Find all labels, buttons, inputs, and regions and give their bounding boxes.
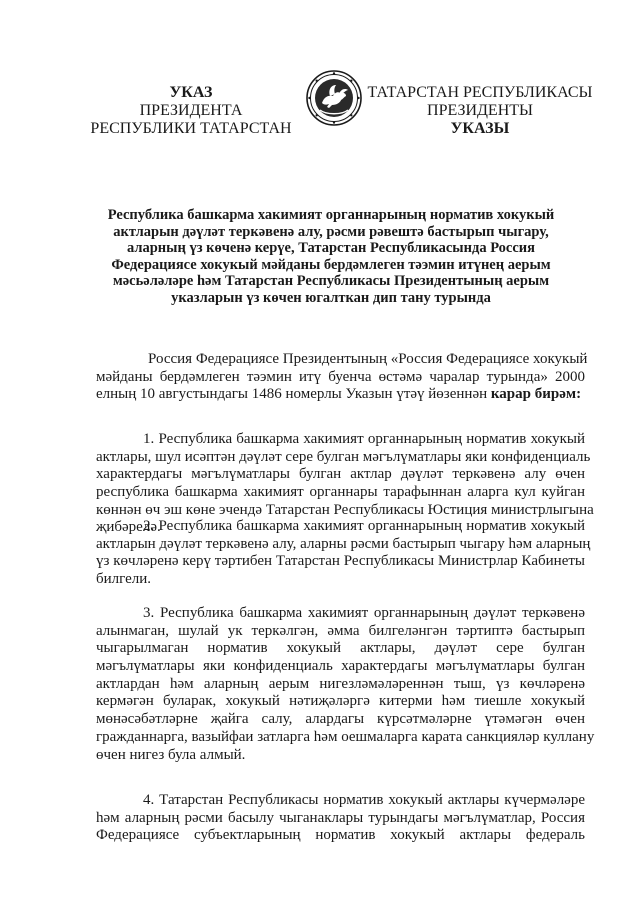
paragraph-4 bbox=[96, 792, 585, 845]
paragraph-line: көннән өч эш көне эчендә Татарстан Республикасы Юстиция министрлыгына bbox=[96, 501, 594, 518]
paragraph-line: 4. Татарстан Республикасы норматив хокукый актлары күчермәләре bbox=[143, 792, 585, 808]
paragraph-line: алынмаган, шулай ук теркәлгән, әмма билгеләнгән тәртиптә бастырып bbox=[96, 622, 585, 639]
tatarstan-emblem-icon bbox=[306, 70, 362, 126]
paragraph-line: һәм аларның рәсми басылу чыганаклары турындагы мәгълүматлар, Россия bbox=[96, 809, 585, 826]
title-line: актларын дәүләт теркәвенә алу, рәсми рәвештә бастырып чыгару, bbox=[113, 223, 549, 240]
paragraph-line: характердагы мәгълүматлары булган актлар дәүләт теркәвенә алу өчен bbox=[96, 466, 585, 483]
title-line: мәсьәләләре һәм Татарстан Республикасы Президентының аерым bbox=[112, 273, 550, 289]
paragraph-line: 1. Республика башкарма хакимият органнарының норматив хокукый bbox=[143, 431, 585, 447]
paragraph-line: актлардан һәм аларның аерым нигезләмәләреннән тыш, үз көчләренә bbox=[96, 675, 585, 692]
header-right-line-2: ПРЕЗИДЕНТЫ bbox=[427, 102, 533, 119]
document-title bbox=[96, 207, 566, 306]
title-line: указларын үз көчен югалткан дип тану турында bbox=[171, 289, 491, 306]
paragraph-line: кермәгән буларак, хокукый нәтиҗәләргә китерми һәм тиешле хокукый bbox=[96, 693, 585, 710]
paragraph-line: билгели. bbox=[96, 571, 152, 588]
title-line: Республика башкарма хакимият органнарының норматив хокукый bbox=[107, 207, 555, 223]
paragraph-line: 2. Республика башкарма хакимият органнарының норматив хокукый bbox=[143, 518, 585, 534]
header-right bbox=[362, 84, 598, 138]
paragraph-line: 3. Республика башкарма хакимият органнарының дәүләт теркәвенә bbox=[143, 605, 585, 621]
paragraph-line: өчен нигез була алмый. bbox=[96, 746, 246, 763]
header-left-line-2: ПРЕЗИДЕНТА bbox=[139, 102, 243, 119]
preamble-line: мәйданы бердәмлеген тәэмин итү буенча өстәмә чаралар турында» 2000 bbox=[96, 368, 585, 385]
paragraph-line: актларын дәүләт теркәвенә алу, аларны рәсми бастырып чыгару һәм аларның bbox=[96, 535, 591, 552]
title-line: Федерациясе хокукый мәйданы бердәмлеген тәэмин итүнең аерым bbox=[111, 256, 551, 273]
decree-phrase: карар бирәм: bbox=[490, 386, 582, 403]
paragraph-line: чыгарылмаган норматив хокукый актлары, дәүләт сере булган bbox=[96, 640, 585, 657]
title-line: аларның үз көченә керүе, Татарстан Республикасында Россия bbox=[126, 240, 536, 256]
header-left-line-1: УКАЗ bbox=[169, 84, 213, 101]
paragraph-line: мәгълүматлары яки конфиденциаль характердагы мәгълүматлары булган bbox=[96, 658, 585, 675]
paragraph-line: республика башкарма хакимият органнары тарафыннан аларга кул куйган bbox=[96, 484, 585, 501]
header-right-line-3: УКАЗЫ bbox=[450, 120, 510, 137]
preamble-line: Россия Федерациясе Президентының «Россия Федерациясе хокукый bbox=[148, 351, 588, 367]
header-left bbox=[88, 84, 294, 138]
paragraph-3 bbox=[96, 605, 595, 764]
header-left-line-3: РЕСПУБЛИКИ ТАТАРСТАН bbox=[90, 120, 292, 137]
paragraph-line: җибәрелә. bbox=[96, 519, 161, 536]
preamble-line-final bbox=[96, 386, 585, 404]
paragraph-line: үз көчләренә керү тәртибен Татарстан Республикасы Министрлар Кабинеты bbox=[96, 553, 585, 570]
paragraph-line: гражданнарга, вазыйфаи затларга һәм оешмаларга карата санкцияләр куллану bbox=[96, 728, 595, 745]
paragraph-line: Федерациясе субъектларының норматив хокукый актлары федераль bbox=[96, 827, 585, 844]
header-right-line-1: ТАТАРСТАН РЕСПУБЛИКАСЫ bbox=[367, 84, 593, 101]
paragraph-line: актлары, шул исәптән дәүләт сере булган мәгълүматлары яки конфиденциаль bbox=[96, 448, 591, 465]
paragraph-line: мөнәсәбәтләрне җайга салу, алардагы күрсәтмәләрне үтәмәгән өчен bbox=[96, 711, 585, 728]
preamble-line-text: елның 10 августындагы 1486 номерлы Указын үтәү йөзеннән bbox=[96, 386, 488, 403]
preamble-paragraph bbox=[96, 351, 588, 404]
paragraph-2 bbox=[96, 518, 591, 589]
